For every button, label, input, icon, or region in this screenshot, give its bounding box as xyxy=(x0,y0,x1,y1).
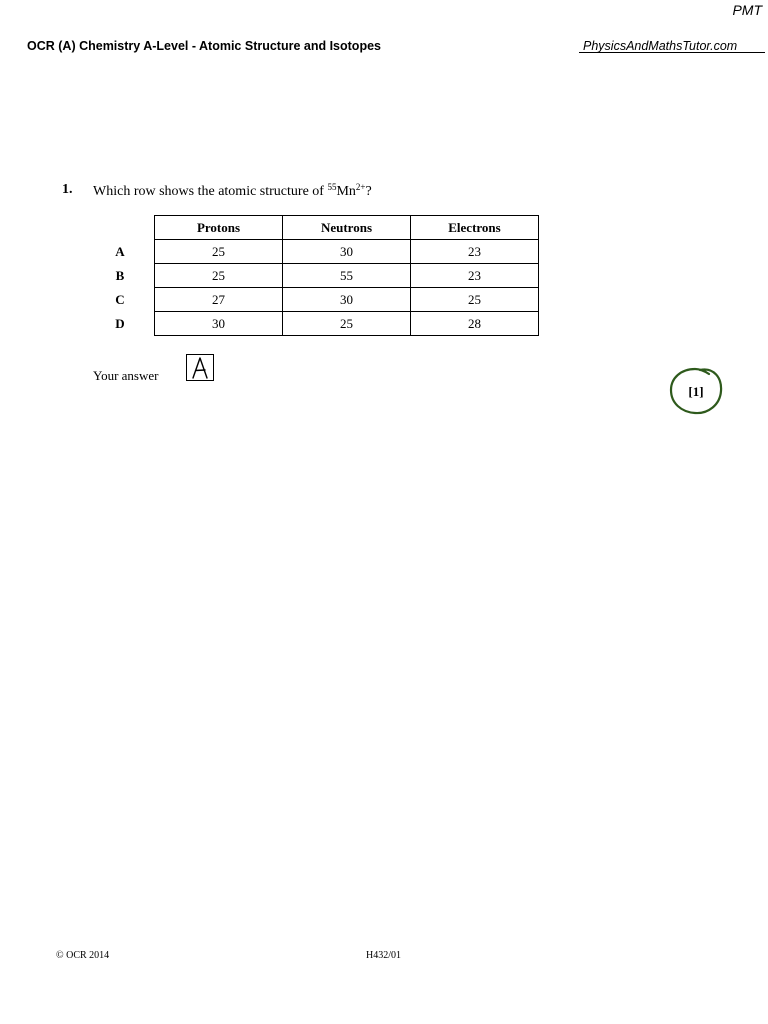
table-cell: 30 xyxy=(155,312,283,336)
question-text-before: Which row shows the atomic structure of xyxy=(93,184,328,199)
table-cell: 30 xyxy=(283,288,411,312)
footer-copyright: © OCR 2014 xyxy=(56,950,110,961)
table-cell: 25 xyxy=(283,312,411,336)
ion-charge: 2+ xyxy=(355,182,366,192)
question-number: 1. xyxy=(62,182,73,197)
table-row xyxy=(155,264,539,288)
element-symbol: Mn xyxy=(336,184,356,199)
column-header-protons: Protons xyxy=(155,216,283,240)
question-text xyxy=(93,182,372,200)
table-row xyxy=(155,312,539,336)
marks-label: [1] xyxy=(688,384,704,399)
table-cell: 23 xyxy=(411,240,539,264)
site-link-underline xyxy=(579,52,765,53)
table-cell: 28 xyxy=(411,312,539,336)
table-cell: 27 xyxy=(155,288,283,312)
table-header-row xyxy=(155,216,539,240)
options-table xyxy=(154,215,539,336)
question-text-after: ? xyxy=(365,184,372,199)
pmt-label: PMT xyxy=(732,2,762,18)
site-link[interactable]: PhysicsAndMathsTutor.com xyxy=(583,39,738,53)
answer-box[interactable] xyxy=(186,354,214,381)
row-letter-c: C xyxy=(115,292,125,307)
table-cell: 25 xyxy=(155,240,283,264)
row-letter-d: D xyxy=(115,316,125,331)
handwritten-answer-a xyxy=(187,355,213,380)
footer-paper-code: H432/01 xyxy=(366,950,401,961)
table-row xyxy=(155,288,539,312)
column-header-electrons: Electrons xyxy=(411,216,539,240)
table-cell: 25 xyxy=(411,288,539,312)
document-title: OCR (A) Chemistry A-Level - Atomic Structure and Isotopes xyxy=(27,39,381,53)
your-answer-label: Your answer xyxy=(93,368,159,383)
table-cell: 55 xyxy=(283,264,411,288)
table-row xyxy=(155,240,539,264)
table-cell: 25 xyxy=(155,264,283,288)
table-cell: 30 xyxy=(283,240,411,264)
row-letter-a: A xyxy=(115,244,125,259)
row-letter-b: B xyxy=(115,268,125,283)
mass-number: 55 xyxy=(327,182,337,192)
column-header-neutrons: Neutrons xyxy=(283,216,411,240)
table-cell: 23 xyxy=(411,264,539,288)
